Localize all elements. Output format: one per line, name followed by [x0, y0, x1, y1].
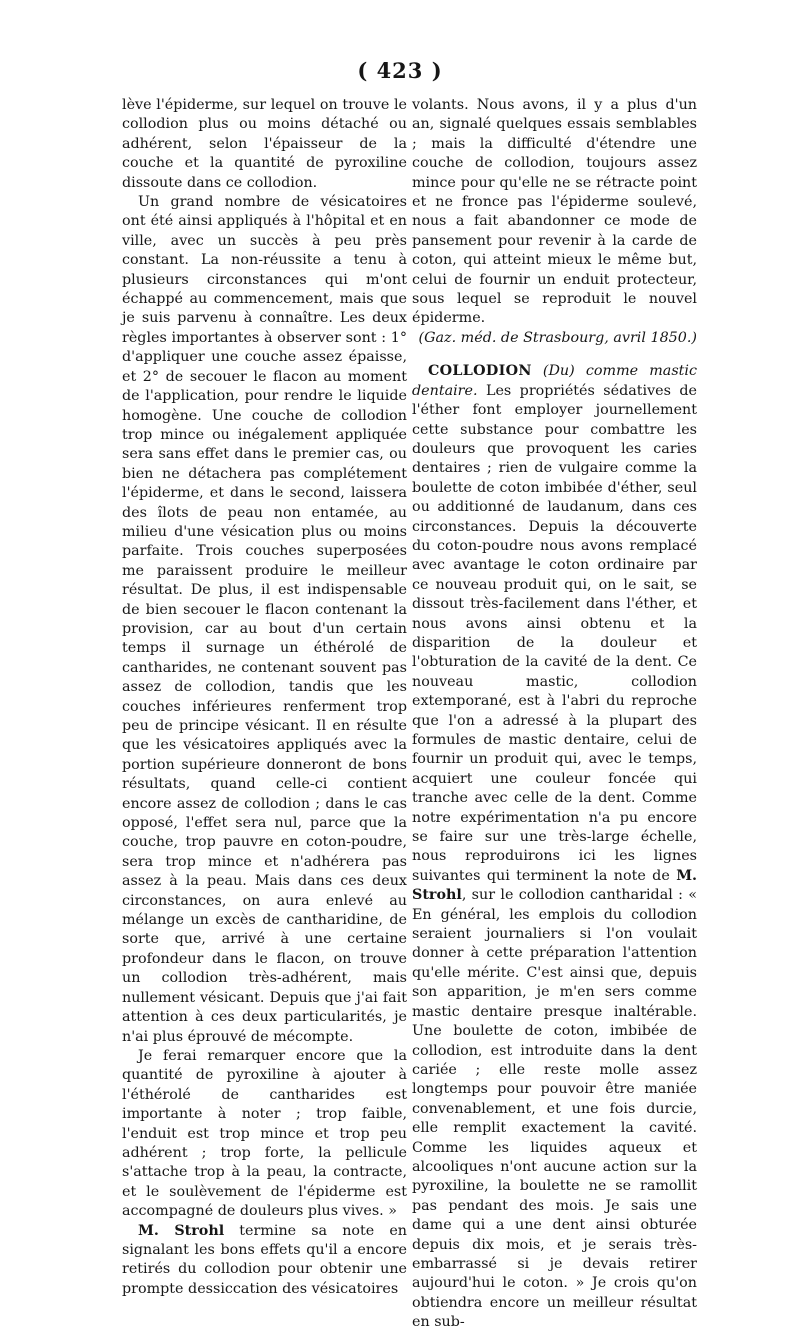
author-name: M. Strohl	[138, 1222, 225, 1239]
article-heading: COLLODION	[428, 363, 532, 380]
paragraph-text: Les propriétés sédatives de l'éther font employer journellement cette substance pour combattre les douleurs que provoquent les caries dentaires ; rien de vulgaire comme la boulette de coton imbibée d'éther, seul ou additionné de laudanum, dans ces circonstances. Depuis la découverte du coton-poudre nous avons remplacé avec avantage le coton ordinaire par ce nouveau produit qui, on le sait, se dissout très-facilement dans l'éther, et nous avons ainsi obtenu et la disparition de la douleur et l'obturation de la cavité de la dent. Ce nouveau mastic, collodion extemporané, est à l'abri du reproche que l'on a adressé à la plupart des formules de mastic dentaire, celui de fournir un produit qui, avec le temps, acquiert une couleur foncée qui tranche avec celle de la dent. Comme notre expérimentation n'a pu encore se faire sur une très-large échelle, nous reproduirons ici les lignes suivantes qui terminent la note de	[412, 382, 697, 884]
paragraph: Je ferai remarquer encore que la quantité de pyroxiline à ajouter à l'éthérolé de cantharides est importante à noter ; trop faible, l'enduit est trop mince et trop peu adhérent ; trop forte, la pellicule s'attache trop à la peau, la contracte, et le soulèvement de l'épiderme est accompagné de douleurs plus vives. »	[122, 1047, 407, 1220]
article-paragraph	[412, 362, 697, 1332]
paragraph-text: , sur le collodion cantharidal : « En général, les emplois du collodion seraient journaliers si l'on voulait donner à cette préparation l'attention qu'elle mérite. C'est ainsi que, depuis son apparition, je m'en sers comme mastic dentaire presque inaltérable. Une boulette de coton, imbibée de collodion, est introduite dans la dent cariée ; elle reste molle assez longtemps pour pouvoir être maniée convenablement, et une fois durcie, elle remplit exactement la cavité. Comme les liquides aqueux et alcooliques n'ont aucune action sur la pyroxiline, la boulette ne se ramollit pas pendant des mois. Je sais une dame qui a une dent ainsi obturée depuis dix mois, et je serais très-embarrassé si je devais retirer aujourd'hui le coton. » Je crois qu'on obtiendra encore un meilleur résultat en sub-	[412, 887, 697, 1331]
article-heading-tail: (Du) comme mastic dentaire.	[412, 363, 697, 399]
citation: (Gaz. méd. de Strasbourg, avril 1850.)	[418, 329, 697, 346]
author-name: M. Strohl	[412, 867, 697, 904]
paragraph: volants. Nous avons, il y a plus d'un an, signalé quelques essais semblables ; mais la difficulté d'étendre une couche de collodion, toujours assez mince pour qu'elle ne se rétracte point et ne fronce pas l'épiderme soulevé, nous a fait abandonner ce mode de pansement pour revenir à la carde de coton, qui atteint mieux le même but, celui de fournir un enduit protecteur, sous lequel se reproduit le nouvel épiderme.	[412, 97, 697, 327]
paragraph: Un grand nombre de vésicatoires ont été ainsi appliqués à l'hôpital et en ville, avec un succès à peu près constant. La non-réussite a tenu à plusieurs circonstances qui m'ont échappé au commencement, mais que je suis parvenu à connaître. Les deux règles importantes à observer sont : 1° d'appliquer une couche assez épaisse, et 2° de secouer le flacon au moment de l'application, pour rendre le liquide homogène. Une couche de collodion trop mince ou inégalement appliquée sera sans effet dans le premier cas, ou bien ne détachera pas complétement l'épiderme, et dans le second, laissera des îlots de peau non entamée, au milieu d'une vésication plus ou moins parfaite. Trois couches superposées me paraissent produire le meilleur résultat. De plus, il est indispensable de bien secouer le flacon contenant la provision, car au bout d'un certain temps il surnage un éthérolé de cantharides, ne contenant souvent pas assez de collodion, tandis que les couches inférieures renferment trop peu de principe vésicant. Il en résulte que les vésicatoires appliqués avec la portion supérieure donneront de bons résultats, quand celle-ci contient encore assez de collodion ; dans le cas opposé, l'effet sera nul, parce que la couche, trop pauvre en coton-poudre, sera trop mince et n'adhérera pas assez à la peau. Mais dans ces deux circonstances, on aura enlevé au mélange un excès de cantharidine, de sorte que, arrivé à une certaine profondeur dans le flacon, on trouve un collodion très-adhérent, mais nullement vésicant. Depuis que j'ai fait attention à ces deux particularités, je n'ai plus éprouvé de mécompte.	[122, 194, 407, 1045]
paragraph: lève l'épiderme, sur lequel on trouve le collodion plus ou moins détaché ou adhérent, selon l'épaisseur de la couche et la quantité de pyroxiline dissoute dans ce collodion.	[122, 97, 407, 191]
paragraph-text: termine sa note en signalant les bons effets qu'il a encore retirés du collodion pour obtenir une prompte dessiccation des vésicatoires	[122, 1222, 407, 1297]
left-column	[122, 96, 407, 1299]
paragraph	[122, 1222, 407, 1300]
right-column	[412, 96, 697, 1333]
page-number: ( 423 )	[357, 58, 443, 83]
